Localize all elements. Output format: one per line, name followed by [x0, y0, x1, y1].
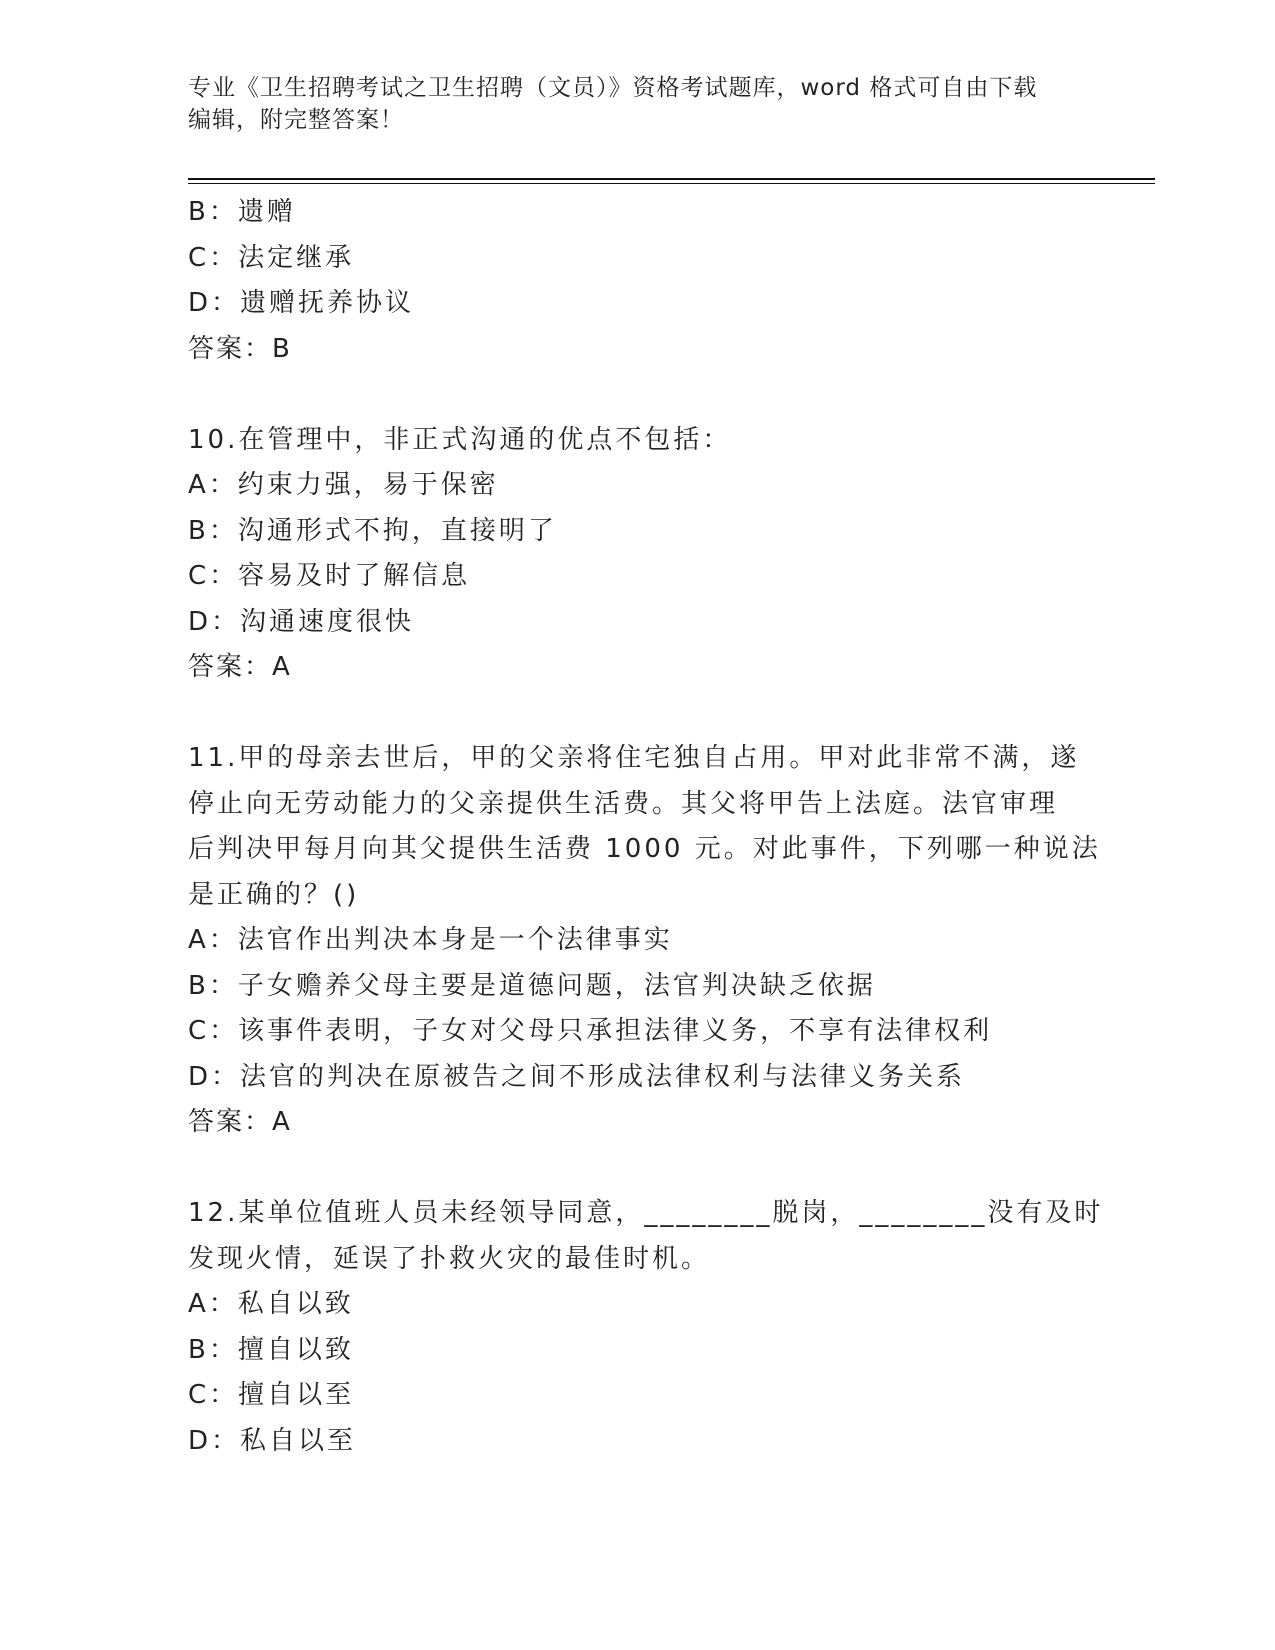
option-a: A：法官作出判决本身是一个法律事实 [188, 925, 673, 955]
option-b: B：遗赠 [188, 197, 296, 227]
header-title-line-2: 编辑，附完整答案！ [188, 107, 404, 133]
option-a: A：约束力强，易于保密 [188, 470, 499, 500]
option-c: C：该事件表明，子女对父母只承担法律义务，不享有法律权利 [188, 1016, 993, 1046]
option-c: C：法定继承 [188, 242, 355, 273]
answer-line: 答案：A [188, 652, 292, 682]
prev-question-block [188, 190, 1088, 372]
option-c: C：擅自以至 [188, 1380, 355, 1410]
option-d: D：遗赠抚养协议 [188, 288, 415, 318]
question-stem-line-3: 后判决甲每月向其父提供生活费 1000 元。对此事件，下列哪一种说法 [188, 834, 1101, 864]
header-divider [188, 178, 1155, 180]
page-header [188, 72, 1088, 136]
question-12 [188, 1191, 1104, 1464]
option-b: B：子女赡养父母主要是道德问题，法官判决缺乏依据 [188, 970, 876, 1001]
spacer [188, 1146, 1088, 1192]
header-title-line-1: 专业《卫生招聘考试之卫生招聘（文员）》资格考试题库，word 格式可自由下载 [188, 75, 1038, 101]
question-stem-line-1: 11.甲的母亲去世后，甲的父亲将住宅独自占用。甲对此非常不满，遂 [188, 743, 1080, 773]
option-a: A：私自以致 [188, 1289, 354, 1319]
question-stem-line-2: 停止向无劳动能力的父亲提供生活费。其父将甲告上法庭。法官审理 [188, 788, 1059, 819]
spacer [188, 372, 1088, 418]
spacer [188, 691, 1088, 737]
option-b: B：擅自以致 [188, 1334, 354, 1365]
option-c: C：容易及时了解信息 [188, 561, 471, 591]
option-b: B：沟通形式不拘，直接明了 [188, 515, 557, 546]
question-11 [188, 736, 1101, 1146]
option-d: D：沟通速度很快 [188, 606, 415, 637]
option-d: D：私自以至 [188, 1425, 357, 1456]
answer-line: 答案：A [188, 1107, 292, 1137]
question-10 [188, 418, 1088, 691]
question-stem-line-2: 发现火情，延误了扑救火灾的最佳时机。 [188, 1243, 711, 1274]
question-stem-line-1: 12.某单位值班人员未经领导同意，________脱岗，________没有及时 [188, 1198, 1104, 1228]
question-stem: 10.在管理中，非正式沟通的优点不包括： [188, 424, 732, 455]
option-d: D：法官的判决在原被告之间不形成法律权利与法律义务关系 [188, 1061, 966, 1092]
header-divider-thin [188, 183, 1155, 184]
question-content [188, 190, 1104, 1464]
answer-line: 答案：B [188, 333, 292, 364]
question-stem-line-4: 是正确的？() [188, 879, 360, 910]
